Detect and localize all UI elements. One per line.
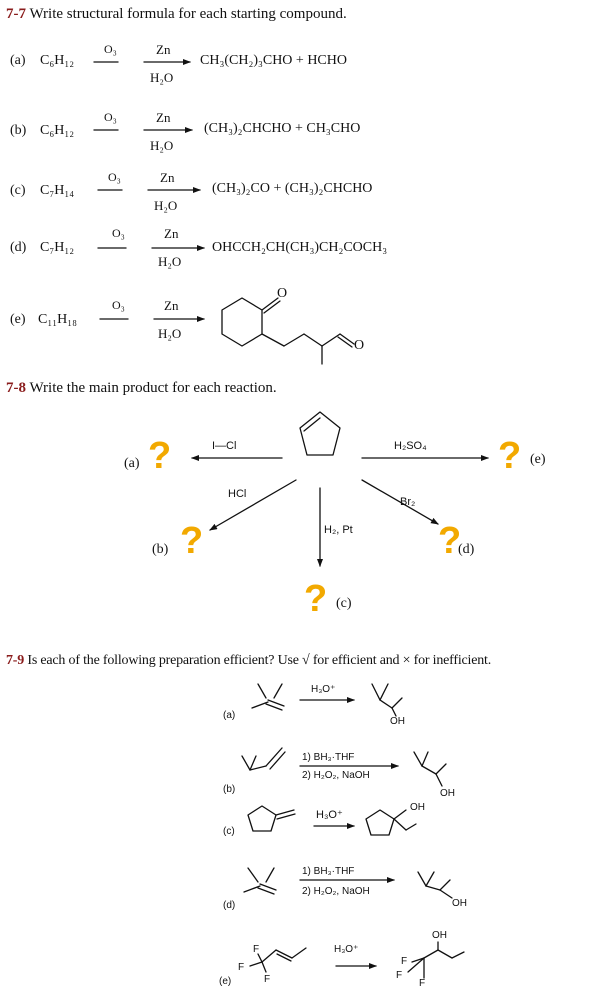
product-aldehyde-oxygen: O — [354, 338, 365, 353]
reagent2-7-9-b: 2) H₂O₂, NaOH — [302, 770, 370, 781]
reagent-icl: I—Cl — [212, 440, 237, 452]
product-7-9-a — [372, 684, 402, 716]
reagent-zn-7-7-d: Zn — [164, 226, 179, 241]
letter-7-9-c: (c) — [223, 826, 235, 837]
question-mark-a: ? — [148, 435, 172, 477]
letter-7-7-c: (c) — [10, 183, 26, 198]
reagent-o3-7-7-e: O₃ — [112, 298, 125, 312]
product-7-9-b — [414, 752, 446, 786]
letter-7-8-c: (c) — [336, 596, 352, 611]
letter-7-9-e: (e) — [219, 976, 232, 987]
reagent-h2-pt: H₂, Pt — [324, 524, 353, 536]
reagent-o3-7-7-c: O₃ — [108, 170, 121, 184]
f-atom-e-start-1: F — [253, 944, 260, 955]
products-7-7-a: CH₃(CH₂)₃CHO + HCHO — [200, 53, 347, 68]
formula-7-7-c: C₇H₁₄ — [40, 183, 75, 198]
cyclopentene-structure — [300, 412, 340, 455]
oh-7-9-d: OH — [452, 898, 467, 909]
question-mark-c: ? — [304, 578, 328, 620]
reagent2-7-9-d: 2) H₂O₂, NaOH — [302, 886, 370, 897]
reagent-br2: Br₂ — [400, 496, 416, 508]
reagent-zn-7-7-c: Zn — [160, 170, 175, 185]
products-7-7-b: (CH₃)₂CHCHO + CH₃CHO — [204, 121, 361, 136]
letter-7-7-b: (b) — [10, 123, 27, 138]
products-7-7-d: OHCCH₂CH(CH₃)CH₂COCH₃ — [212, 240, 388, 255]
reagent-7-9-a: H₃O⁺ — [311, 684, 336, 695]
letter-7-8-b: (b) — [152, 542, 169, 557]
question-mark-b: ? — [180, 520, 204, 562]
arrow-7-8-d — [362, 480, 438, 524]
letter-7-7-d: (d) — [10, 240, 27, 255]
product-7-7-e-structure — [222, 298, 354, 364]
oh-7-9-b: OH — [440, 788, 455, 799]
formula-7-7-a: C₆H₁₂ — [40, 53, 75, 68]
letter-7-7-a: (a) — [10, 53, 26, 68]
f-atom-e-product-2: F — [396, 970, 403, 981]
formula-7-7-e: C₁₁H₁₈ — [38, 312, 77, 327]
reagent-o3-7-7-a: O₃ — [104, 42, 117, 56]
problem-number: 7-9 — [6, 653, 25, 668]
product-ketone-oxygen: O — [277, 286, 288, 301]
products-7-7-c: (CH₃)₂CO + (CH₃)₂CHCHO — [212, 181, 373, 196]
problem-number: 7-8 — [6, 380, 26, 396]
product-7-9-d — [418, 872, 452, 898]
letter-7-8-d: (d) — [458, 542, 475, 557]
reagent-h2o-7-7-a: H₂O — [150, 70, 174, 85]
letter-7-9-d: (d) — [223, 900, 236, 911]
f-atom-e-product-1: F — [401, 956, 408, 967]
oh-7-9-e: OH — [432, 930, 447, 941]
reactant-7-9-d — [244, 868, 276, 894]
reactant-7-9-b — [242, 748, 285, 770]
letter-7-7-e: (e) — [10, 312, 26, 327]
reactant-7-9-e — [250, 948, 306, 972]
reagent-h2o-7-7-b: H₂O — [150, 138, 174, 153]
reagent-h2o-7-7-c: H₂O — [154, 198, 178, 213]
letter-7-8-e: (e) — [530, 452, 546, 467]
oh-7-9-c: OH — [410, 802, 425, 813]
arrow-7-8-b — [210, 480, 296, 530]
reagent-7-9-c: H₃O⁺ — [316, 809, 343, 821]
formula-7-7-d: C₇H₁₂ — [40, 240, 75, 255]
question-mark-e: ? — [498, 435, 522, 477]
f-atom-e-start-3: F — [264, 974, 271, 985]
product-7-9-c — [366, 810, 416, 835]
letter-7-9-a: (a) — [223, 710, 236, 721]
reactant-7-9-a — [252, 684, 284, 710]
f-atom-e-product-3: F — [419, 978, 426, 989]
reagent-zn-7-7-b: Zn — [156, 110, 171, 125]
reagent-o3-7-7-d: O₃ — [112, 226, 125, 240]
reagent-h2so4: H₂SO₄ — [394, 440, 427, 452]
reagent-o3-7-7-b: O₃ — [104, 110, 117, 124]
reagent1-7-9-d: 1) BH₃·THF — [302, 866, 355, 877]
reagent-7-9-e: H₃O⁺ — [334, 944, 359, 955]
product-7-9-e — [408, 942, 464, 978]
question-mark-d: ? — [438, 520, 462, 562]
reagent-zn-7-7-a: Zn — [156, 42, 171, 57]
problem-text: Is each of the following preparation efficient? Use √ for efficient and × for inefficient. — [27, 653, 492, 668]
reagent-h2o-7-7-d: H₂O — [158, 254, 182, 269]
reagent-zn-7-7-e: Zn — [164, 298, 179, 313]
f-atom-e-start-2: F — [238, 962, 245, 973]
problem-text: Write the main product for each reaction. — [29, 380, 277, 396]
reactant-7-9-c — [248, 806, 295, 831]
problem-text: Write structural formula for each starting compound. — [29, 6, 347, 22]
formula-7-7-b: C₆H₁₂ — [40, 123, 75, 138]
letter-7-9-b: (b) — [223, 784, 236, 795]
reagent-hcl: HCl — [228, 488, 247, 500]
oh-7-9-a: OH — [390, 716, 405, 727]
reagent-h2o-7-7-e: H₂O — [158, 326, 182, 341]
letter-7-8-a: (a) — [124, 456, 140, 471]
problem-number: 7-7 — [6, 6, 26, 22]
reagent1-7-9-b: 1) BH₃·THF — [302, 752, 355, 763]
